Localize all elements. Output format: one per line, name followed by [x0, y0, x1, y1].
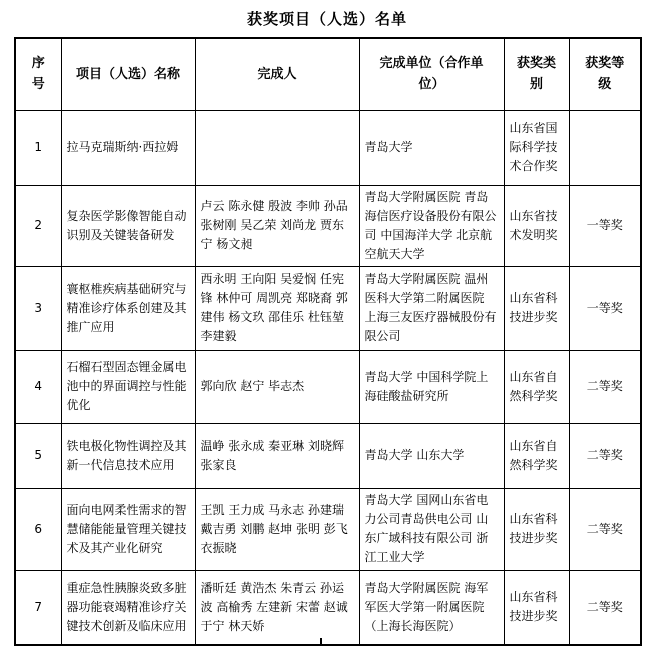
cell-level: 二等奖 — [569, 570, 641, 645]
col-header-category: 获奖类别 — [504, 38, 569, 110]
cell-project: 重症急性胰腺炎致多脏器功能衰竭精准诊疗关键技术创新及临床应用 — [61, 570, 195, 645]
cell-num: 7 — [15, 570, 61, 645]
cell-level — [569, 110, 641, 185]
cell-units: 青岛大学 山东大学 — [359, 423, 504, 488]
cell-num: 4 — [15, 350, 61, 423]
col-header-people: 完成人 — [195, 38, 359, 110]
table-row — [15, 423, 641, 488]
table-header — [15, 38, 641, 110]
cell-units: 青岛大学附属医院 青岛海信医疗设备股份有限公司 中国海洋大学 北京航空航天大学 — [359, 185, 504, 266]
col-header-level: 获奖等级 — [569, 38, 641, 110]
table-row — [15, 110, 641, 185]
col-header-num: 序号 — [15, 38, 61, 110]
cell-level: 二等奖 — [569, 423, 641, 488]
cell-units: 青岛大学 中国科学院上海硅酸盐研究所 — [359, 350, 504, 423]
col-header-project: 项目（人选）名称 — [61, 38, 195, 110]
table-row — [15, 570, 641, 645]
cell-category: 山东省科技进步奖 — [504, 266, 569, 350]
cell-category: 山东省科技进步奖 — [504, 488, 569, 570]
cell-level: 一等奖 — [569, 185, 641, 266]
cell-project: 复杂医学影像智能自动识别及关键装备研发 — [61, 185, 195, 266]
cell-category: 山东省科技进步奖 — [504, 570, 569, 645]
col-header-units: 完成单位（合作单位） — [359, 38, 504, 110]
header-row — [15, 38, 641, 110]
page-title: 获奖项目（人选）名单 — [246, 10, 407, 28]
cell-project: 拉马克瑞斯纳·西拉姆 — [61, 110, 195, 185]
cell-category: 山东省国际科学技术合作奖 — [504, 110, 569, 185]
cell-people: 潘昕廷 黄浩杰 朱青云 孙运波 高榆秀 左建新 宋蕾 赵诚 于宁 林天娇 — [195, 570, 359, 645]
cell-project: 寰枢椎疾病基础研究与精准诊疗体系创建及其推广应用 — [61, 266, 195, 350]
cell-project: 面向电网柔性需求的智慧储能能量管理关键技术及其产业化研究 — [61, 488, 195, 570]
cell-category: 山东省自然科学奖 — [504, 350, 569, 423]
cell-category: 山东省技术发明奖 — [504, 185, 569, 266]
cell-num: 5 — [15, 423, 61, 488]
awards-table — [14, 37, 642, 646]
table-row — [15, 350, 641, 423]
table-row — [15, 488, 641, 570]
table-row — [15, 185, 641, 266]
cell-level: 二等奖 — [569, 350, 641, 423]
cell-project: 石榴石型固态锂金属电池中的界面调控与性能优化 — [61, 350, 195, 423]
cell-units: 青岛大学附属医院 海军军医大学第一附属医院（上海长海医院） — [359, 570, 504, 645]
cell-project: 铁电极化物性调控及其新一代信息技术应用 — [61, 423, 195, 488]
cell-units: 青岛大学 国网山东省电力公司青岛供电公司 山东广域科技有限公司 浙江工业大学 — [359, 488, 504, 570]
cell-people: 温峥 张永成 秦亚琳 刘晓辉 张家良 — [195, 423, 359, 488]
cell-num: 6 — [15, 488, 61, 570]
cell-num: 1 — [15, 110, 61, 185]
cell-people: 王凯 王力成 马永志 孙建瑞 戴吉勇 刘鹏 赵坤 张明 彭飞 衣振晓 — [195, 488, 359, 570]
cell-people: 郭向欣 赵宁 毕志杰 — [195, 350, 359, 423]
cell-units: 青岛大学附属医院 温州医科大学第二附属医院 上海三友医疗器械股份有限公司 — [359, 266, 504, 350]
cell-num: 3 — [15, 266, 61, 350]
cell-units: 青岛大学 — [359, 110, 504, 185]
cell-level: 二等奖 — [569, 488, 641, 570]
cell-people — [195, 110, 359, 185]
table-row — [15, 266, 641, 350]
cell-category: 山东省自然科学奖 — [504, 423, 569, 488]
page-footer-mark — [320, 638, 322, 645]
cell-people: 西永明 王向阳 吴爱悯 任宪锋 林仲可 周凯亮 郑晓裔 郭建伟 杨文玖 邵佳乐 杜钰堃 李建毅 — [195, 266, 359, 350]
cell-level: 一等奖 — [569, 266, 641, 350]
cell-people: 卢云 陈永健 殷波 李帅 孙品 张树刚 吴乙荣 刘尚龙 贾东宁 杨文昶 — [195, 185, 359, 266]
cell-num: 2 — [15, 185, 61, 266]
